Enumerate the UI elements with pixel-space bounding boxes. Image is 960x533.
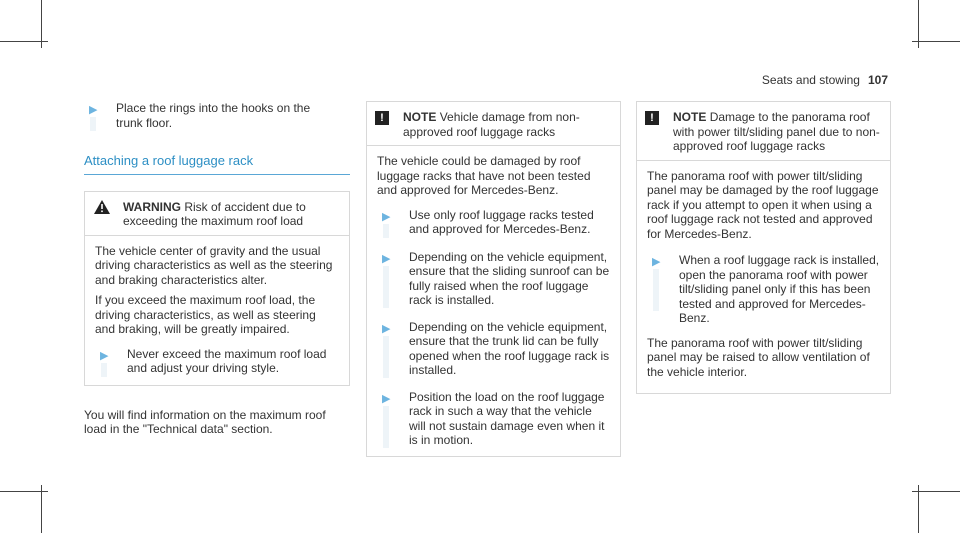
arrow-icon: ▶	[652, 256, 661, 268]
note-bullet	[377, 250, 610, 308]
intro-text: Place the rings into the hooks on the trunk floor.	[116, 101, 311, 130]
note-bullet	[377, 208, 610, 238]
warning-title-text: Risk of accident due to exceeding the maximum roof load	[123, 199, 306, 228]
warning-box	[84, 191, 350, 386]
note-box-2	[636, 101, 891, 394]
section-title: Attaching a roof luggage rack	[84, 153, 254, 168]
note-body	[367, 145, 620, 456]
warning-head	[85, 192, 349, 235]
note-bullet	[647, 253, 880, 326]
warning-paragraph: If you exceed the maximum roof load, the driving characteristics, as well as steering and braking, will be greatly impaired.	[95, 293, 316, 336]
note-head	[637, 102, 890, 160]
page-header	[762, 73, 888, 87]
note-body	[637, 160, 890, 394]
intro-bullet	[84, 101, 350, 131]
note-bullet-text: Depending on the vehicle equipment, ensure that the sliding sunroof can be fully raised when the roof luggage rack is installed.	[409, 249, 610, 307]
arrow-icon: ▶	[382, 252, 391, 265]
arrow-icon: ▶	[382, 210, 391, 223]
title-rule	[84, 174, 350, 175]
crop-mark	[912, 491, 960, 492]
note-title	[673, 110, 880, 154]
warning-icon	[93, 200, 111, 214]
section-heading	[84, 154, 350, 175]
note-paragraph: The vehicle could be damaged by roof luggage racks that have not been tested and approved for Mercedes-Benz.	[377, 154, 591, 197]
note-bullet	[377, 320, 610, 378]
note-bullet-text: Use only roof luggage racks tested and approved for Mercedes-Benz.	[409, 207, 594, 236]
exclamation-icon: !	[645, 111, 659, 125]
note-title	[403, 110, 610, 139]
note-label: NOTE	[403, 110, 437, 124]
crop-mark	[912, 41, 960, 42]
section-name: Seats and stowing	[761, 73, 860, 87]
note-label: NOTE	[673, 110, 707, 124]
bullet-marker	[84, 101, 116, 131]
footer-text: You will find information on the maximum roof load in the "Technical data" section.	[84, 407, 326, 436]
note-title-text: Damage to the panorama roof with power tilt/sliding panel due to non-approved roof luggage racks	[673, 110, 880, 153]
crop-mark	[41, 485, 42, 533]
note-title-text: Vehicle damage from non-approved roof luggage racks	[403, 110, 580, 139]
note-box-1	[366, 101, 621, 457]
warning-bullet	[95, 347, 339, 377]
note-bullet-text: Position the load on the roof luggage rack in such a way that the vehicle will not sustain damage even when it is in motion.	[409, 389, 605, 447]
exclamation-icon: !	[375, 111, 389, 125]
note-bullet-text: When a roof luggage rack is installed, open the panorama roof with power tilt/sliding panel only if this has been tested and approved for Mercedes-Benz.	[679, 253, 880, 325]
note-paragraph: The panorama roof with power tilt/sliding panel may be damaged by the roof luggage rack if you attempt to open it when using a roof luggage rack not tested and approved for Mercedes-Benz.	[647, 168, 879, 241]
bullet-marker	[95, 347, 127, 377]
arrow-icon: ▶	[382, 392, 391, 405]
crop-mark	[0, 491, 48, 492]
arrow-icon: ▶	[89, 104, 98, 116]
crop-mark	[0, 41, 48, 42]
warning-title	[123, 200, 323, 229]
crop-mark	[918, 485, 919, 533]
arrow-icon: ▶	[100, 349, 109, 362]
note-bullet	[377, 390, 610, 448]
warning-paragraph: The vehicle center of gravity and the usual driving characteristics as well as the steering and braking characteristics alter.	[95, 243, 333, 287]
column-1	[84, 101, 350, 437]
note-head	[367, 102, 620, 145]
page-number: 107	[867, 73, 888, 87]
arrow-icon: ▶	[382, 322, 391, 335]
warning-body	[85, 235, 349, 385]
warning-label: WARNING	[123, 199, 181, 214]
note-paragraph: The panorama roof with power tilt/sliding panel may be raised to allow ventilation of the vehicle interior.	[647, 335, 870, 379]
warning-bullet-text: Never exceed the maximum roof load and adjust your driving style.	[127, 346, 327, 375]
note-bullet-text: Depending on the vehicle equipment, ensure that the trunk lid can be fully opened when the roof luggage rack is installed.	[409, 319, 610, 377]
